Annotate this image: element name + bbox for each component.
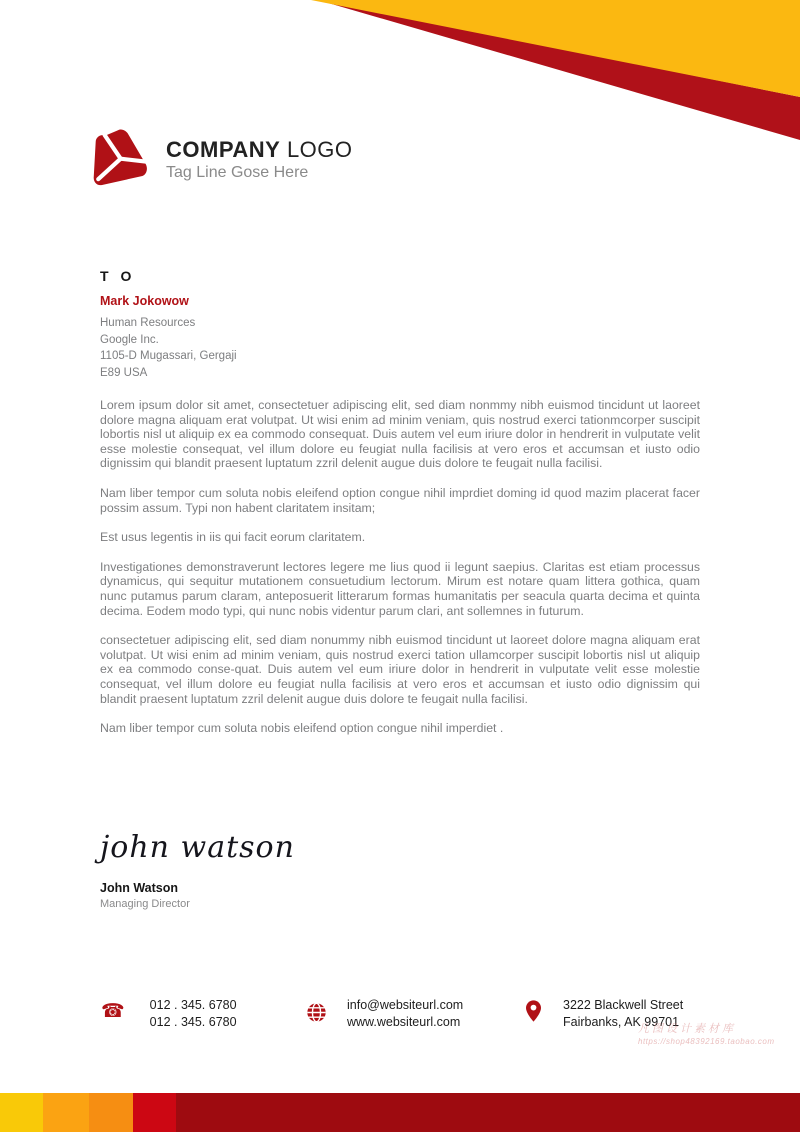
recipient-block xyxy=(100,268,237,381)
contact-address xyxy=(526,997,683,1031)
watermark-text: 凡图设计素材库 xyxy=(638,1023,736,1035)
bottom-bar-segment xyxy=(0,1093,43,1132)
bottom-bar-segment xyxy=(89,1093,133,1132)
bottom-bar-segment xyxy=(176,1093,800,1132)
paragraph: Lorem ipsum dolor sit amet, consectetuer adipiscing elit, sed diam nonmmy nibh euismod tincidunt ut laoreet dolore magna aliquam erat volutpat. Ut wisi enim ad minim veniam, quis nostrud exerci tationmcorper suscipit lobortis nisl ut aliquip ex ea commodo consequat. Duis autem vel eum iriure dolor in hendrerit in vulputate velit esse molestie consequat, vel illum dolore eu feugiat nulla facilisis at vero eros et accumsan et iusto odio dignissim qui blandit praesent luptatum zzril delenit augue duis dolore te feugait nulla facilisi. xyxy=(100,398,700,471)
watermark-url: https://shop48392169.taobao.com xyxy=(638,1037,775,1046)
company-name xyxy=(166,138,353,162)
to-heading: T O xyxy=(100,268,136,284)
company-logo-icon xyxy=(88,128,152,192)
recipient-line: E89 USA xyxy=(100,366,148,379)
website-url: www.websiteurl.com xyxy=(347,1015,461,1029)
paragraph: Nam liber tempor cum soluta nobis eleifend option congue nihil imprdiet doming id quod mazim placerat facer possim assum. Typi non habent claritatem insitam; xyxy=(100,485,700,515)
logo-text-block xyxy=(166,138,353,182)
paragraph: Est usus legentis in iis qui facit eorum claritatem. xyxy=(100,530,366,545)
handwritten-signature: john watson xyxy=(100,830,295,865)
phone-number: 012 . 345. 6780 xyxy=(149,1015,237,1029)
paragraph: Investigationes demonstraverunt lectores legere me lius quod ii legunt saepius. Claritas est etiam processus dynamicus, qui sequitur mutationem consuetudium lectorum. Mirum est notare quam littera gothica, quam nunc putamus parum claram, anteposuerit litterarum formas humanitatis per seacula quarta decima et quinta decima. Eodem modo typi, qui nunc nobis videntur parum clari, ant sollemnes in futurum. xyxy=(100,559,700,618)
location-pin-icon xyxy=(526,1000,541,1022)
street-address: 3222 Blackwell Street xyxy=(563,998,684,1012)
contact-web xyxy=(306,997,463,1031)
recipient-line: Human Resources xyxy=(100,317,196,329)
phone-icon: ☎ xyxy=(101,1001,125,1022)
top-banner-graphic xyxy=(0,0,800,145)
company-name-bold: COMPANY xyxy=(166,137,281,162)
paragraph: Nam liber tempor cum soluta nobis eleifend option congue nihil imperdiet . xyxy=(100,721,504,736)
company-tagline: Tag Line Gose Here xyxy=(166,164,309,181)
signer-name: John Watson xyxy=(100,881,179,895)
globe-icon xyxy=(306,1002,327,1023)
recipient-line: 1105-D Mugassari, Gergaji xyxy=(100,350,237,362)
footer-contacts xyxy=(0,997,800,1043)
signature-block xyxy=(100,830,295,910)
recipient-name: Mark Jokowow xyxy=(100,294,189,308)
recipient-line: Google Inc. xyxy=(100,333,159,346)
bottom-bar-segment xyxy=(43,1093,89,1132)
recipient-address xyxy=(100,315,237,381)
contact-phone xyxy=(101,997,237,1031)
bottom-color-bar xyxy=(0,1093,800,1132)
letter-body xyxy=(100,398,700,751)
email-address: info@websiteurl.com xyxy=(347,998,464,1012)
bottom-bar-segment xyxy=(133,1093,176,1132)
logo-row xyxy=(88,128,353,192)
signer-title: Managing Director xyxy=(100,898,190,910)
company-name-light: LOGO xyxy=(280,137,353,162)
phone-number: 012 . 345. 6780 xyxy=(149,998,237,1012)
city-state-zip: Fairbanks, AK 99701 xyxy=(563,1015,680,1029)
paragraph: consectetuer adipiscing elit, sed diam nonummy nibh euismod tincidunt ut laoreet dolore magna aliquam erat volutpat. Ut wisi enim ad minim veniam, quis nostrud exerci tation ullamcorper suscipit lobortis nisl ut aliquip ex ea commodo conse-quat. Duis autem vel eum iriure dolor in hendrerit in vulputate velit esse molestie consequat, vel illum dolore eu feugiat nulla facilisis at vero eros et accumsan et iusto odio dignissim qui blandit praesent luptatum zzril delenit augue duis dolore te feugait nulla facilisi. xyxy=(100,633,700,706)
